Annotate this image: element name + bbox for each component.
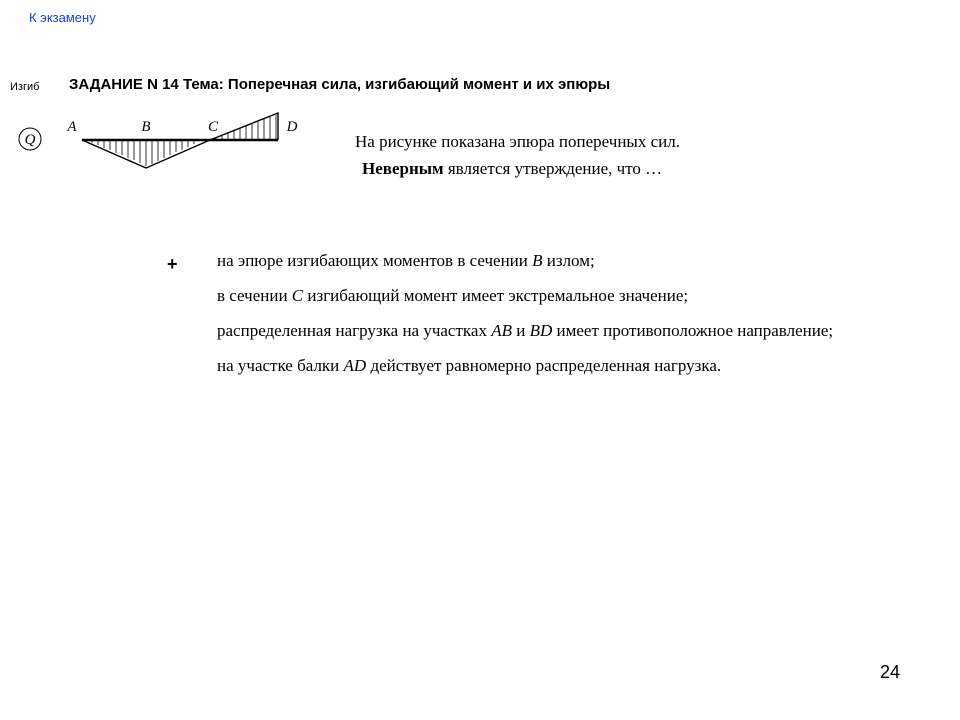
question-text: [355, 128, 680, 182]
page-number: 24: [880, 662, 901, 682]
question-line-2-rest: является утверждение, что …: [443, 159, 663, 178]
question-emphasis: Неверным: [362, 159, 444, 178]
q-symbol-label: Q: [24, 132, 36, 148]
point-label-b: B: [141, 119, 151, 135]
task-title: ЗАДАНИЕ N 14 Тема: Поперечная сила, изгибающий момент и их эпюры: [69, 76, 611, 93]
selected-answer-marker: +: [167, 254, 178, 274]
point-label-c: C: [207, 119, 219, 135]
point-label-d: D: [286, 119, 298, 135]
shear-force-diagram: [16, 112, 316, 176]
answer-option-1[interactable]: на эпюре изгибающих моментов в сечении B излом;: [217, 251, 595, 270]
exam-back-link[interactable]: К экзамену: [29, 10, 96, 25]
negative-region-hatch: [92, 140, 200, 166]
answer-option-3[interactable]: распределенная нагрузка на участках AB и BD имеет противоположное направление;: [217, 321, 834, 340]
positive-region-hatch: [216, 115, 276, 140]
answer-option-2[interactable]: в сечении C изгибающий момент имеет экстремальное значение;: [217, 286, 689, 305]
answer-option-4[interactable]: на участке балки AD действует равномерно распределенная нагрузка.: [217, 356, 722, 375]
question-line-1: На рисунке показана эпюра поперечных сил.: [355, 132, 680, 151]
answer-list: [213, 250, 873, 390]
section-label: Изгиб: [10, 81, 40, 93]
point-label-a: A: [67, 119, 77, 135]
question-line-2: [355, 155, 680, 182]
